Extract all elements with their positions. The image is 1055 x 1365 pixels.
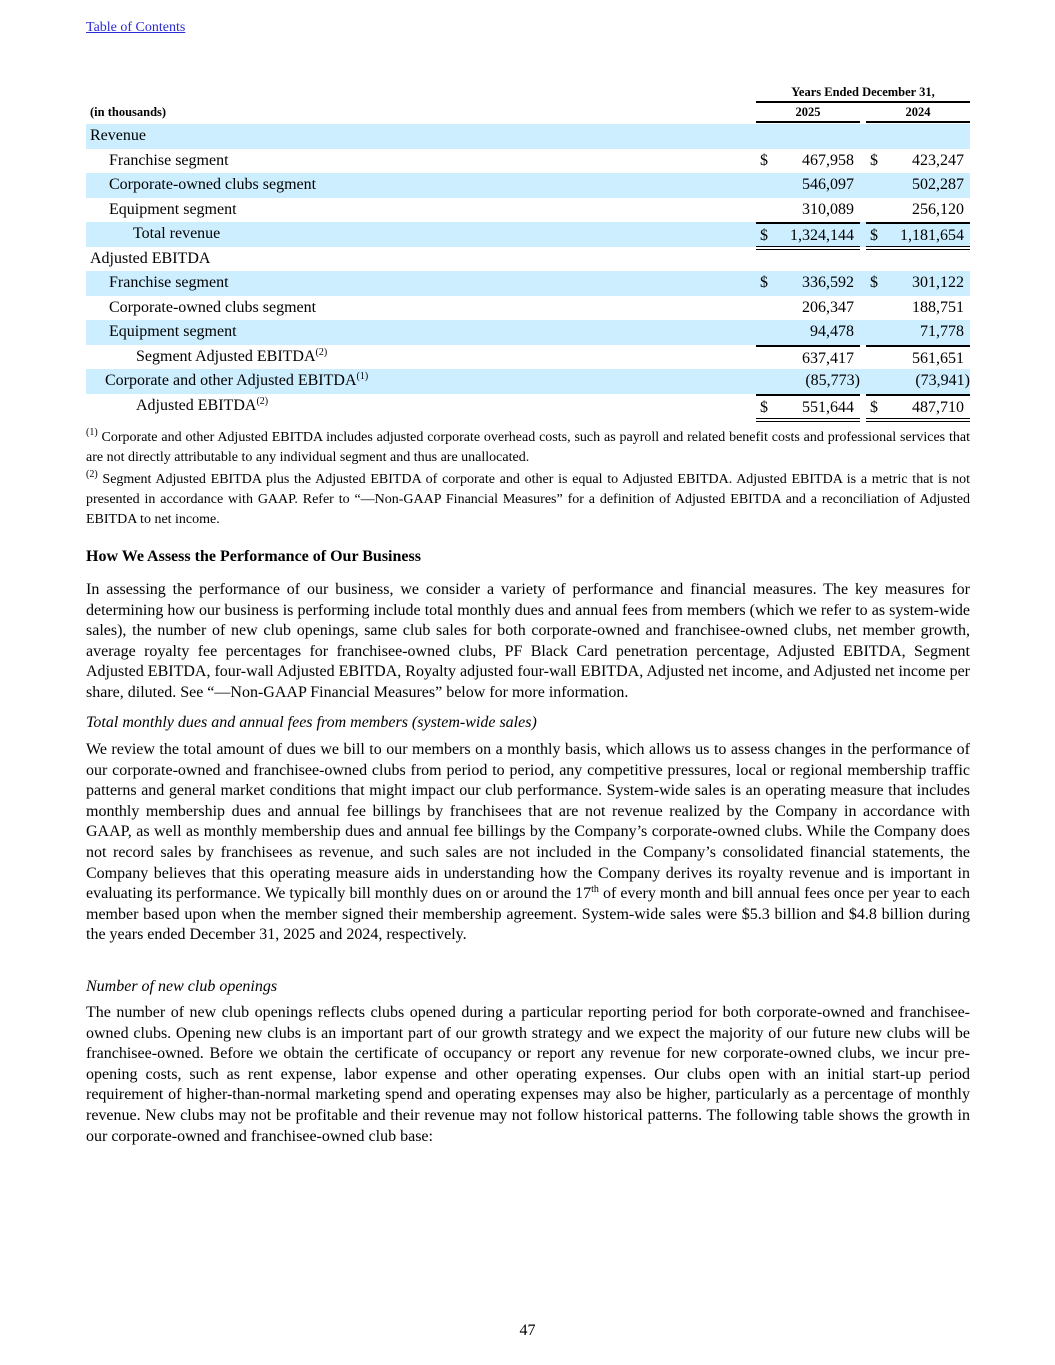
- table-row: [86, 296, 970, 321]
- table-header-row: [86, 104, 970, 121]
- table-row: [86, 271, 970, 296]
- row-label: Equipment segment: [109, 323, 237, 340]
- page-number: 47: [519, 1322, 536, 1339]
- footnote-marker: (1): [86, 427, 98, 438]
- currency-symbol: $: [870, 398, 878, 416]
- currency-symbol: $: [760, 227, 768, 244]
- footnote-marker: (2): [256, 395, 269, 407]
- footnote-2: $^{(2)}$ Segment Adjusted EBITDA plus the Adjusted EBITDA of corporate and other is equal to Adjusted EBITDA. Adjusted EBITDA is a metric that is not presented in accordance with GAAP. Refer to “—Non-GAAP Financial Measures” for a definition of Adjusted EBITDA and a reconciliation of Adjusted EBITDA to net income.: [86, 469, 970, 527]
- period-header: Years Ended December 31,: [756, 84, 970, 103]
- row-label: Total revenue: [133, 225, 221, 242]
- table-row: [86, 198, 970, 223]
- value-2024: 487,710: [912, 398, 964, 416]
- footnote-marker: (2): [86, 469, 98, 480]
- row-label: Equipment segment: [109, 200, 237, 218]
- footnote-1: $^{(1)}$ Corporate and other Adjusted EBITDA includes adjusted corporate overhead costs, such as payroll and related benefit costs and professional services that are not directly attributable to any individual segment and thus are unallocated.: [86, 427, 970, 465]
- value-2024: 561,651: [912, 349, 964, 367]
- row-label: Corporate and other Adjusted EBITDA$^{(1)}$: [105, 371, 369, 389]
- section-heading: How We Assess the Performance of Our Business: [86, 548, 421, 565]
- value-2025: 551,644: [802, 398, 854, 416]
- system-wide-sales-paragraph: We review the total amount of dues we bill to our members on a monthly basis, which allows us to assess changes in the performance of our corporate-owned and franchisee-owned clubs from period to period, any competitive pressures, local or regional membership traffic patterns and general market conditions that might impact our club performance. System-wide sales is an operating measure that includes monthly membership dues and annual fee billings by franchisees that are not revenue realized by the Company in accordance with GAAP, as well as monthly membership dues and annual fee billings by the Company’s corporate-owned clubs. While the Company does not record sales by franchisees as revenue, and such sales are not included in the Company’s consolidated financial statements, the Company believes that this operating measure aids in understanding how the Company derives its royalty revenue and is important in evaluating its performance. We typically bill monthly dues on or around the 17th of every month and bill annual fees once per year to each member based upon when the member signed their membership agreement. System-wide sales were $5.3 billion and $4.8 billion during the years ended December 31, 2025 and 2024, respectively.: [86, 741, 970, 944]
- row-label: Revenue: [90, 127, 146, 144]
- table-row: [86, 320, 970, 345]
- table-row: [86, 173, 970, 198]
- currency-symbol: $: [870, 227, 878, 244]
- subheading-system-wide-sales: Total monthly dues and annual fees from members (system-wide sales): [86, 714, 537, 731]
- value-2025: 94,478: [810, 323, 854, 340]
- value-2024: 71,778: [920, 323, 964, 340]
- row-label: Segment Adjusted EBITDA$^{(2)}$: [136, 346, 328, 365]
- row-label: Franchise segment: [109, 151, 229, 169]
- value-2025: 546,097: [802, 176, 854, 193]
- intro-paragraph: In assessing the performance of our business, we consider a variety of performance and financial measures. The key measures for determining how our business is performing include total monthly dues and annual fees from members (which we refer to as system-wide sales), the number of new club openings, same club sales for both corporate-owned and franchisee-owned clubs, net member growth, average royalty fee percentages for franchisee-owned clubs, PF Black Card penetration percentage, Adjusted EBITDA, Segment Adjusted EBITDA, four-wall Adjusted EBITDA, Royalty adjusted four-wall EBITDA, Adjusted net income, and Adjusted net income per share, diluted. See “—Non-GAAP Financial Measures” below for more information.: [86, 581, 970, 701]
- table-row-segment-adjusted-ebitda: [86, 345, 970, 370]
- table-of-contents-link[interactable]: Table of Contents: [86, 20, 186, 35]
- value-2024: 256,120: [912, 200, 964, 218]
- footnote-marker: (1): [356, 371, 369, 382]
- table-row-adjusted-ebitda-header: [86, 247, 970, 272]
- table-row-corporate-other: [86, 369, 970, 394]
- footnote-marker: (2): [315, 346, 328, 358]
- value-2025: 637,417: [802, 349, 854, 367]
- currency-symbol: $: [760, 274, 768, 291]
- subheading-new-club-openings: Number of new club openings: [86, 978, 278, 995]
- column-header-2025: 2025: [756, 105, 860, 123]
- row-label: Corporate-owned clubs segment: [109, 176, 317, 193]
- unit-label: (in thousands): [90, 105, 167, 119]
- value-2024: 1,181,654: [900, 227, 964, 244]
- table-row-adjusted-ebitda-total: [86, 394, 970, 419]
- table-row: [86, 149, 970, 174]
- currency-symbol: $: [870, 274, 878, 291]
- value-2025: 206,347: [802, 298, 854, 316]
- value-2024: 502,287: [912, 176, 964, 193]
- value-2024: 301,122: [912, 274, 964, 291]
- currency-symbol: $: [760, 398, 768, 416]
- value-2025: 310,089: [802, 200, 854, 218]
- table-row-total-revenue: [86, 222, 970, 247]
- row-label: Adjusted EBITDA: [90, 249, 211, 267]
- row-label: Corporate-owned clubs segment: [109, 298, 317, 316]
- value-2024: (73,941): [915, 372, 970, 389]
- row-label: Franchise segment: [109, 274, 229, 291]
- value-2025: 336,592: [802, 274, 854, 291]
- column-header-2024: 2024: [866, 105, 970, 123]
- table-row-revenue-header: [86, 124, 970, 149]
- new-club-openings-paragraph: The number of new club openings reflects clubs opened during a particular reporting period for both corporate-owned and franchisee-owned clubs. Opening new clubs is an important part of our growth strategy and we expect the majority of our future new clubs will be franchisee-owned. Before we obtain the certificate of occupancy or report any revenue for new corporate-owned clubs, we incur pre-opening costs, such as rent expense, labor expense and other operating expenses. Our clubs open with an initial start-up period requirement of higher-than-normal marketing spend and operating expenses may also be higher, particularly as a percentage of monthly revenue. New clubs may not be profitable and their revenue may not follow historical patterns. The following table shows the growth in our corporate-owned and franchisee-owned club base:: [86, 1004, 970, 1145]
- value-2025: 467,958: [802, 151, 854, 169]
- value-2024: 188,751: [912, 298, 964, 316]
- value-2025: (85,773): [805, 372, 860, 389]
- currency-symbol: $: [870, 151, 878, 169]
- value-2024: 423,247: [912, 151, 964, 169]
- row-label: Adjusted EBITDA$^{(2)}$: [136, 395, 269, 414]
- currency-symbol: $: [760, 151, 768, 169]
- value-2025: 1,324,144: [790, 227, 854, 244]
